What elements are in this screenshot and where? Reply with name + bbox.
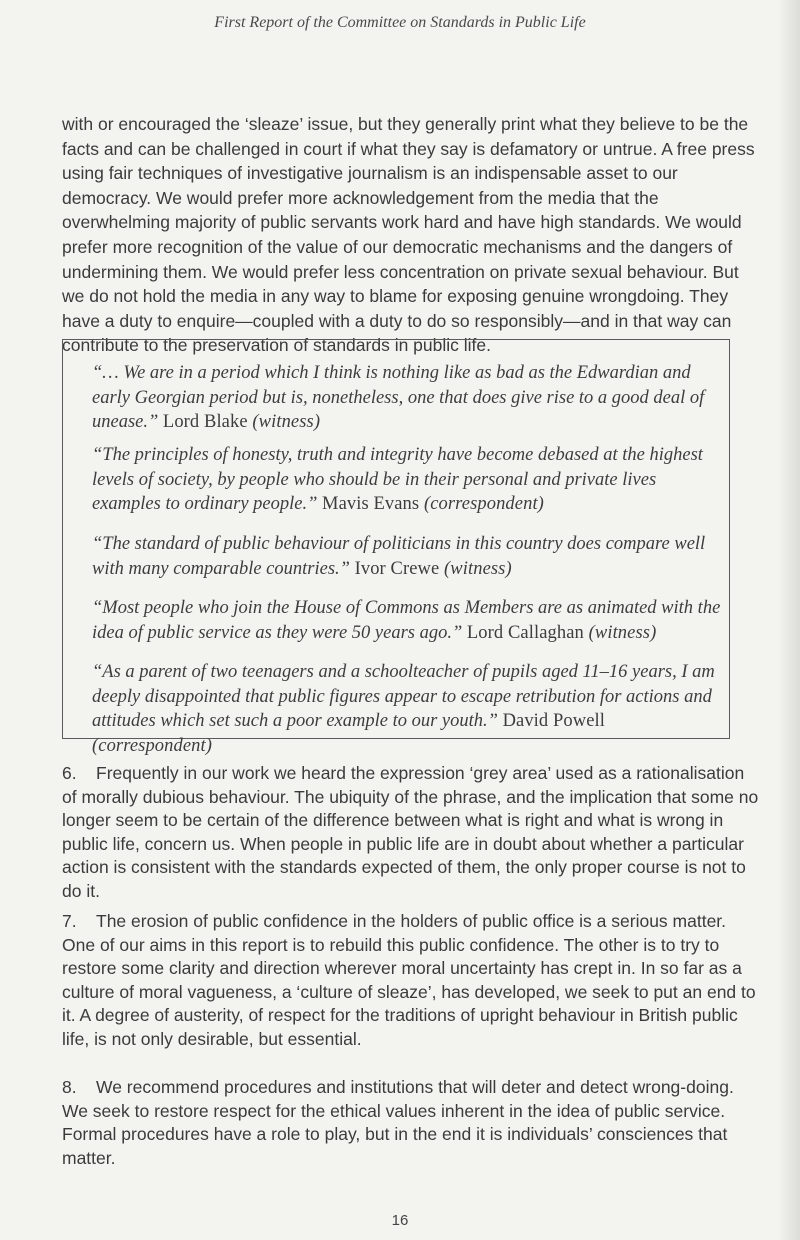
paragraph-text: Frequently in our work we heard the expression ‘grey area’ used as a rationalisation of morally dubious behaviour. The ubiquity of the phrase, and the implication that some no longer seem to be certain of the difference between what is right and what is wrong in public life, concern us. When people in public life are in doubt about whether a particular action is consistent with the standards expected of them, the only proper course is not to do it. [62,763,759,901]
paragraph-number: 7. [62,911,77,931]
page-number: 16 [391,1212,409,1229]
quote-5 [92,660,722,758]
paragraph-7 [62,910,762,1052]
quote-author: Ivor Crewe [354,558,440,579]
page-edge-shadow [778,0,800,1240]
paragraph-8 [62,1076,762,1170]
quote-attribution [355,559,512,579]
quote-role: (witness) [588,622,657,643]
paragraph-number: 6. [62,763,77,783]
quote-text: “Most people who join the House of Commons as Members are as animated with the idea of public service as they were 50 years ago.” [92,598,721,643]
running-header: First Report of the Committee on Standards in Public Life [214,14,586,31]
intro-paragraph: with or encouraged the ‘sleaze’ issue, but they generally print what they believe to be the facts and can be challenged in court if what they say is defamatory or untrue. A free press using fair techniques of investigative journalism is an indispensable asset to our democracy. We would prefer more acknowledgement from the media that the overwhelming majority of public servants work hard and have high standards. We would prefer more recognition of the value of our democratic mechanisms and the dangers of undermining them. We would prefer less concentration on private sexual behaviour. But we do not hold the media in any way to blame for exposing genuine wrongdoing. They have a duty to enquire—coupled with a duty to do so responsibly—and in that way can contribute to the preservation of standards in public life. [62,114,755,356]
paragraph-6 [62,762,762,904]
quote-4 [92,596,722,645]
quote-attribution [322,494,544,514]
quote-author: Mavis Evans [322,494,420,514]
quote-author: Lord Blake [162,412,248,432]
quote-text: “As a parent of two teenagers and a schoolteacher of pupils aged 11–16 years, I am deeply disappointed that public figures appear to escape retribution for actions and attitudes which set such a poor example to our youth.” [92,662,715,731]
quote-role: (correspondent) [423,494,544,514]
quote-attribution [163,412,320,432]
quote-role: (witness) [444,558,512,579]
quote-role: (correspondent) [92,735,213,756]
quote-attribution [467,623,656,643]
quote-text: “… We are in a period which I think is nothing like as bad as the Edwardian and early Georgian period but is, nonetheless, one that does give rise to a good deal of unease.” [92,363,705,432]
quote-1 [92,361,722,435]
quote-role: (witness) [252,412,321,432]
quote-author: Lord Callaghan [466,622,584,643]
quote-text: “The principles of honesty, truth and integrity have become debased at the highest levels of society, by people who should be in their personal and private lives examples to ordinary people.” [92,445,703,514]
paragraph-number: 8. [62,1077,77,1097]
quote-2 [92,443,722,517]
paragraph-text: The erosion of public confidence in the holders of public office is a serious matter. One of our aims in this report is to rebuild this public confidence. The other is to try to restore some clarity and direction wherever moral uncertainty has crept in. In so far as a culture of moral vagueness, a ‘culture of sleaze’, has developed, we seek to put an end to it. A degree of austerity, of respect for the traditions of upright behaviour in British public life, is not only desirable, but essential. [62,911,756,1049]
quote-author: David Powell [502,711,605,731]
quote-text: “The standard of public behaviour of politicians in this country does compare well with many comparable countries.” [92,534,706,579]
quote-3 [92,532,722,581]
paragraph-text: We recommend procedures and institutions that will deter and detect wrong-doing. We seek to restore respect for the ethical values inherent in the idea of public service. Formal procedures have a role to play, but in the end it is individuals’ consciences that matter. [62,1077,734,1168]
